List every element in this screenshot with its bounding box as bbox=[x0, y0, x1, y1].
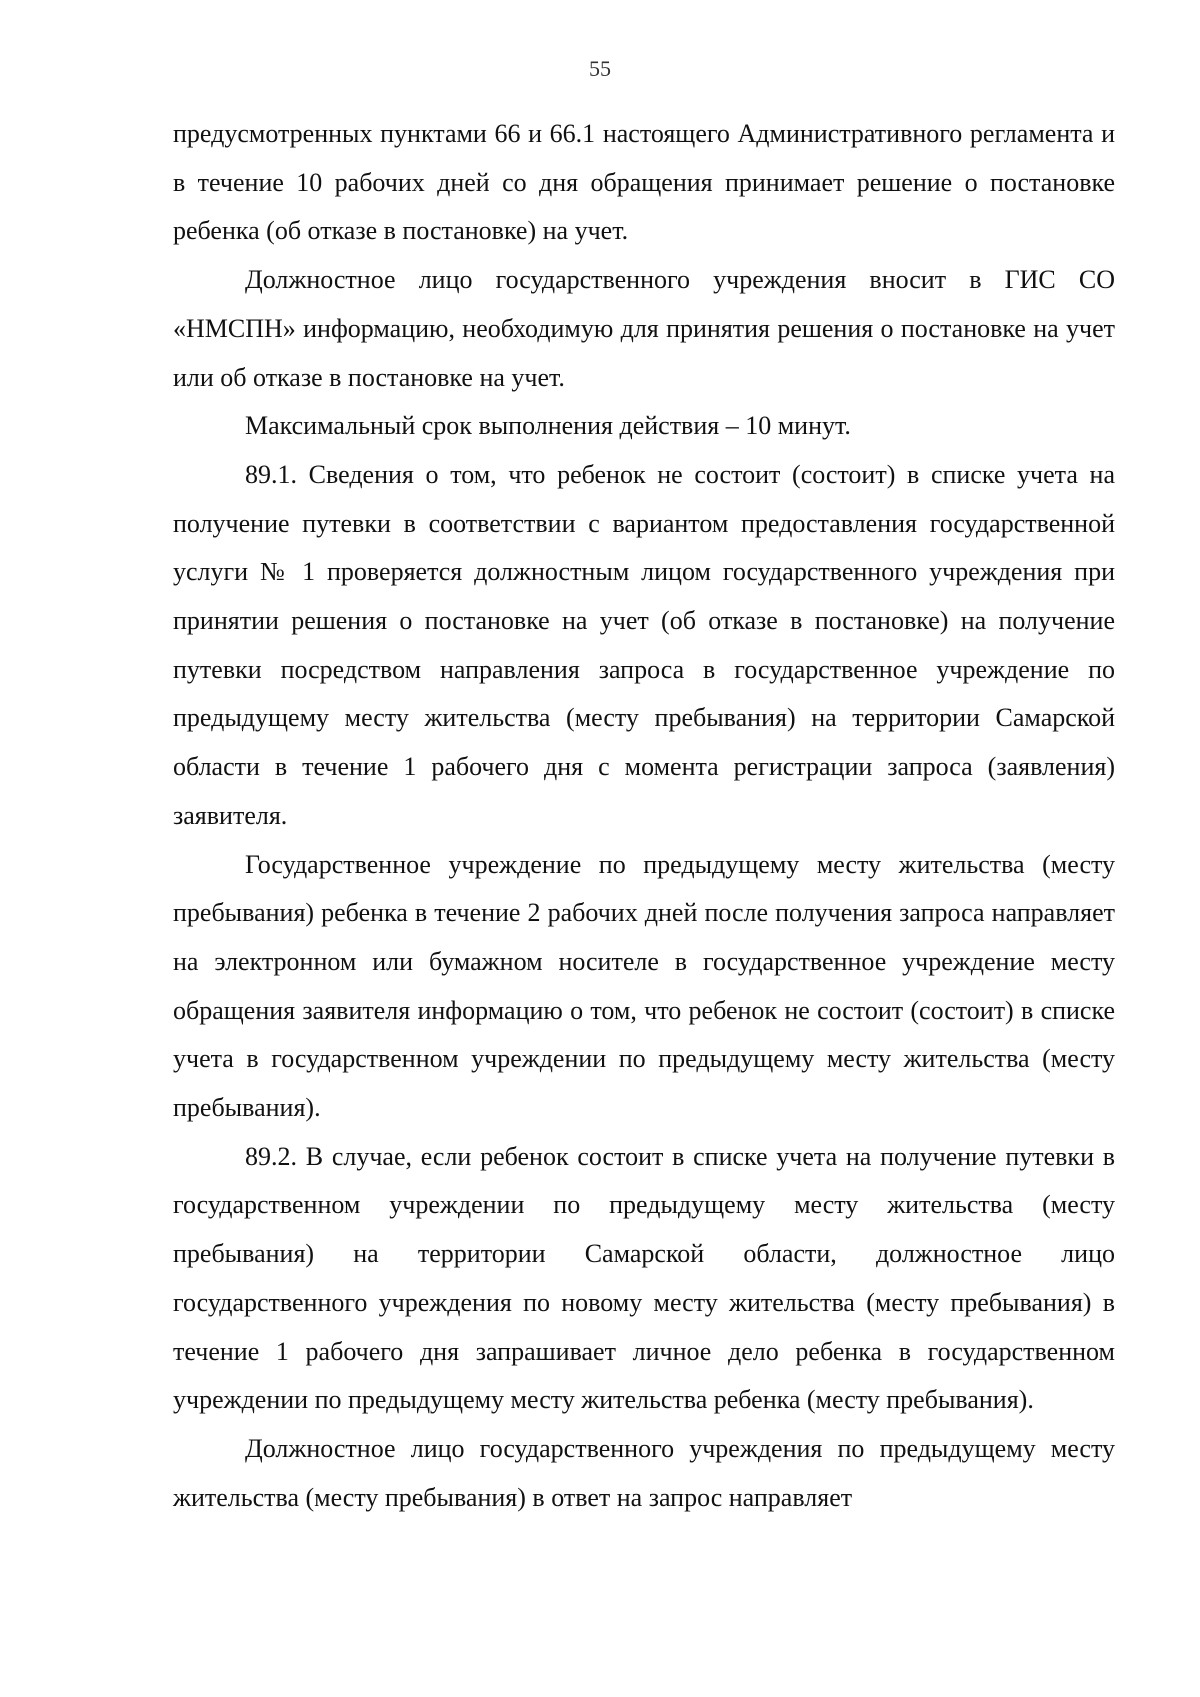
paragraph-max-duration: Максимальный срок выполнения действия – 10 минут. bbox=[245, 411, 851, 441]
paragraph-previous-institution: Государственное учреждение по предыдущему месту жительства (месту пребывания) ребенка в течение 2 рабочих дней после получения запроса направляет на электронном или бумажном носителе в государственное учреждение месту обращения заявителя информацию о том, что ребенок не состоит (состоит) в списке учета в государственном учреждении по предыдущему месту жительства (месту пребывания). bbox=[173, 849, 1115, 1123]
document-body bbox=[173, 110, 1115, 1522]
page-number: 55 bbox=[589, 56, 611, 81]
paragraph-89-2: 89.2. В случае, если ребенок состоит в списке учета на получение путевки в государственном учреждении по предыдущему месту жительства (месту пребывания) на территории Самарской области, должностное лицо государственного учреждения по новому месту жительства (месту пребывания) в течение 1 рабочего дня запрашивает личное дело ребенка в государственном учреждении по предыдущему месту жительства ребенка (месту пребывания). bbox=[173, 1141, 1115, 1415]
paragraph-gis-entry: Должностное лицо государственного учреждения вносит в ГИС СО «НМСПН» информацию, необходимую для принятия решения о постановке на учет или об отказе в постановке на учет. bbox=[173, 265, 1115, 392]
paragraph-continuation: предусмотренных пунктами 66 и 66.1 настоящего Административного регламента и в течение 10 рабочих дней со дня обращения принимает решение о постановке ребенка (об отказе в постановке) на учет. bbox=[173, 119, 1115, 246]
paragraph-official-response: Должностное лицо государственного учреждения по предыдущему месту жительства (месту пребывания) в ответ на запрос направляет bbox=[173, 1433, 1115, 1512]
paragraph-89-1: 89.1. Сведения о том, что ребенок не состоит (состоит) в списке учета на получение путевки в соответствии с вариантом предоставления государственной услуги № 1 проверяется должностным лицом государственного учреждения при принятии решения о постановке на учет (об отказе в постановке) на получение путевки посредством направления запроса в государственное учреждение по предыдущему месту жительства (месту пребывания) на территории Самарской области в течение 1 рабочего дня с момента регистрации запроса (заявления) заявителя. bbox=[173, 459, 1115, 830]
